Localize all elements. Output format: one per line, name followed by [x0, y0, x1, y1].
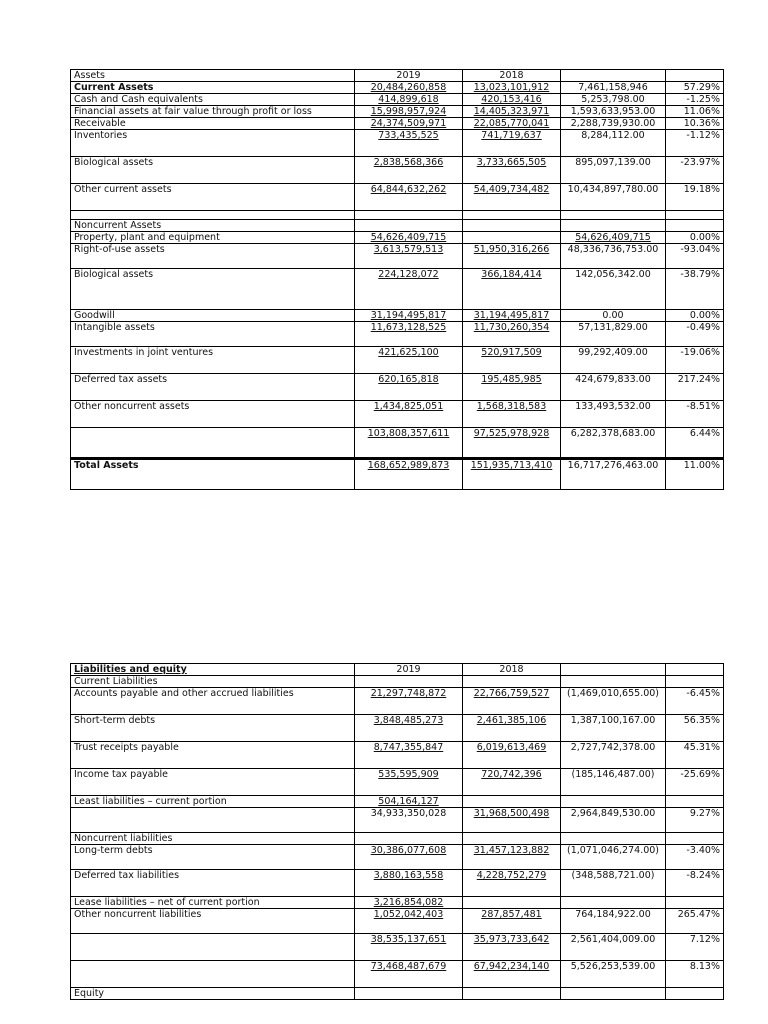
- row-label: Current Assets: [71, 82, 355, 94]
- value-diff: 10,434,897,780.00: [561, 184, 666, 211]
- total-liabilities-2019: 73,468,487,679: [370, 961, 447, 972]
- table-row: [71, 347, 724, 374]
- row-label: Short-term debts: [71, 715, 355, 742]
- value-pct: -3.40%: [666, 845, 724, 870]
- value-diff: 142,056,342.00: [561, 269, 666, 310]
- value-2018: 1,568,318,583: [476, 401, 547, 412]
- row-label: Deferred tax liabilities: [71, 870, 355, 897]
- table-row: [71, 870, 724, 897]
- row-label: Deferred tax assets: [71, 374, 355, 401]
- value-diff: 7,461,158,946: [561, 82, 666, 94]
- value-pct: 19.18%: [666, 184, 724, 211]
- noncurrent-liab-total-pct: 7.12%: [666, 934, 724, 961]
- subtotal-row: [71, 428, 724, 459]
- total-row: [71, 961, 724, 988]
- value-diff: (185,146,487.00): [561, 769, 666, 796]
- noncurrent-total-pct: 6.44%: [666, 428, 724, 459]
- value-pct: [666, 796, 724, 808]
- section-header-row: [71, 988, 724, 1000]
- value-diff: 54,626,409,715: [575, 232, 651, 243]
- section-header-row: [71, 676, 724, 688]
- year-2019-header: 2019: [355, 664, 463, 676]
- value-pct: 0.00%: [666, 310, 724, 322]
- table-row: [71, 106, 724, 118]
- table-row: [71, 845, 724, 870]
- value-diff: 48,336,736,753.00: [561, 244, 666, 269]
- value-2019: 3,216,854,082: [373, 897, 444, 908]
- noncurrent-liab-total-diff: 2,561,404,009.00: [561, 934, 666, 961]
- table-row: [71, 322, 724, 347]
- current-liabilities-heading: Current Liabilities: [71, 676, 355, 688]
- table-row: [71, 374, 724, 401]
- value-2019: 8,747,355,847: [373, 742, 444, 753]
- value-2019: 15,998,957,924: [370, 106, 447, 117]
- value-pct: 56.35%: [666, 715, 724, 742]
- value-pct: -8.24%: [666, 870, 724, 897]
- value-diff: 133,493,532.00: [561, 401, 666, 428]
- table-row: [71, 118, 724, 130]
- value-2018: 195,485,985: [481, 374, 542, 385]
- total-assets-2018: 151,935,713,410: [470, 460, 553, 471]
- value-pct: 265.47%: [666, 909, 724, 934]
- noncurrent-total-2019: 103,808,357,611: [367, 428, 450, 439]
- year-2019-header: 2019: [355, 70, 463, 82]
- value-pct: -19.06%: [666, 347, 724, 374]
- value-2018: 520,917,509: [481, 347, 542, 358]
- section-header-row: [71, 833, 724, 845]
- value-2019: 31,194,495,817: [370, 310, 447, 321]
- value-diff: 2,727,742,378.00: [561, 742, 666, 769]
- value-2018: 741,719,637: [481, 130, 542, 141]
- value-diff: 8,284,112.00: [561, 130, 666, 157]
- value-2018: 22,766,759,527: [473, 688, 550, 699]
- value-pct: 10.36%: [666, 118, 724, 130]
- value-diff: 57,131,829.00: [561, 322, 666, 347]
- row-label: Inventories: [71, 130, 355, 157]
- value-2018: 54,409,734,482: [473, 184, 550, 195]
- value-2018: 31,194,495,817: [473, 310, 550, 321]
- row-label: Investments in joint ventures: [71, 347, 355, 374]
- table-row: [71, 769, 724, 796]
- row-label: Other current assets: [71, 184, 355, 211]
- table-row: [71, 401, 724, 428]
- table-row: [71, 184, 724, 211]
- value-diff: (348,588,721.00): [561, 870, 666, 897]
- value-2019: 1,052,042,403: [373, 909, 444, 920]
- value-diff: 424,679,833.00: [561, 374, 666, 401]
- row-label: Lease liabilities – net of current portion: [71, 897, 355, 909]
- table-row: [71, 909, 724, 934]
- liabilities-heading: Liabilities and equity: [74, 664, 187, 675]
- value-2019: 2,838,568,366: [373, 157, 444, 168]
- value-diff: 0.00: [561, 310, 666, 322]
- row-label: Intangible assets: [71, 322, 355, 347]
- value-2018: 2,461,385,106: [476, 715, 547, 726]
- value-2019: 414,899,618: [378, 94, 439, 105]
- table-row: [71, 897, 724, 909]
- assets-heading: Assets: [71, 70, 355, 82]
- value-2019: 64,844,632,262: [370, 184, 447, 195]
- section-header-row: [71, 220, 724, 232]
- table-row: [71, 742, 724, 769]
- total-liabilities-pct: 8.13%: [666, 961, 724, 988]
- row-label: Right-of-use assets: [71, 244, 355, 269]
- row-label: Long-term debts: [71, 845, 355, 870]
- total-liabilities-2018: 67,942,234,140: [473, 961, 550, 972]
- subtotal-row: [71, 934, 724, 961]
- value-2019: 421,625,100: [378, 347, 439, 358]
- value-pct: -1.25%: [666, 94, 724, 106]
- value-2019: 30,386,077,608: [370, 845, 447, 856]
- year-2018-header: 2018: [463, 664, 561, 676]
- value-2019: 20,484,260,858: [370, 82, 447, 93]
- value-2019: 3,880,163,558: [373, 870, 444, 881]
- row-label: Receivable: [71, 118, 355, 130]
- value-pct: -23.97%: [666, 157, 724, 184]
- value-2018: 6,019,613,469: [476, 742, 547, 753]
- value-pct: -6.45%: [666, 688, 724, 715]
- value-2019: 535,595,909: [378, 769, 439, 780]
- value-pct: -38.79%: [666, 269, 724, 310]
- value-2019: 620,165,818: [378, 374, 439, 385]
- total-assets-diff: 16,717,276,463.00: [561, 459, 666, 490]
- value-diff: 764,184,922.00: [561, 909, 666, 934]
- noncurrent-assets-heading: Noncurrent Assets: [71, 220, 355, 232]
- row-label: Property, plant and equipment: [71, 232, 355, 244]
- value-diff: 2,288,739,930.00: [561, 118, 666, 130]
- current-total-2019: 34,933,350,028: [355, 808, 463, 833]
- table-row: [71, 82, 724, 94]
- row-label: Other noncurrent liabilities: [71, 909, 355, 934]
- value-pct: 217.24%: [666, 374, 724, 401]
- value-2019: 3,613,579,513: [373, 244, 444, 255]
- value-diff: (1,071,046,274.00): [561, 845, 666, 870]
- noncurrent-total-diff: 6,282,378,683.00: [561, 428, 666, 459]
- table-row: [71, 94, 724, 106]
- value-2019: 1,434,825,051: [373, 401, 444, 412]
- value-pct: -25.69%: [666, 769, 724, 796]
- total-liabilities-diff: 5,526,253,539.00: [561, 961, 666, 988]
- assets-table: [70, 69, 724, 490]
- value-pct: 0.00%: [666, 232, 724, 244]
- value-2018: 4,228,752,279: [476, 870, 547, 881]
- value-2019: 11,673,128,525: [370, 322, 447, 333]
- noncurrent-total-2018: 97,525,978,928: [473, 428, 550, 439]
- spacer-row: [71, 211, 724, 220]
- value-diff: 99,292,409.00: [561, 347, 666, 374]
- value-2019: 21,297,748,872: [370, 688, 447, 699]
- value-2018: 11,730,260,354: [473, 322, 550, 333]
- row-label: Accounts payable and other accrued liabilities: [71, 688, 355, 715]
- year-2018-header: 2018: [463, 70, 561, 82]
- value-diff: 1,387,100,167.00: [561, 715, 666, 742]
- value-2019: 54,626,409,715: [370, 232, 447, 243]
- table-row: [71, 157, 724, 184]
- noncurrent-liabilities-heading: Noncurrent liabilities: [71, 833, 355, 845]
- value-2018: 720,742,396: [481, 769, 542, 780]
- value-2018: 287,857,481: [481, 909, 542, 920]
- row-label: Biological assets: [71, 157, 355, 184]
- value-2018: 420,153,416: [481, 94, 542, 105]
- value-2019: 3,848,485,273: [373, 715, 444, 726]
- value-2019: 733,435,525: [378, 130, 439, 141]
- value-pct: 45.31%: [666, 742, 724, 769]
- total-assets-pct: 11.00%: [666, 459, 724, 490]
- value-diff: 5,253,798.00: [561, 94, 666, 106]
- noncurrent-liab-total-2019: 38,535,137,651: [370, 934, 447, 945]
- table-row: [71, 244, 724, 269]
- total-assets-2019: 168,652,989,873: [367, 460, 450, 471]
- subtotal-row: [71, 808, 724, 833]
- value-2019: 24,374,509,971: [370, 118, 447, 129]
- value-2019: 224,128,072: [378, 269, 439, 280]
- table-row: [71, 715, 724, 742]
- value-2018: 31,457,123,882: [473, 845, 550, 856]
- total-assets-label: Total Assets: [71, 459, 355, 490]
- value-pct: -93.04%: [666, 244, 724, 269]
- value-pct: -8.51%: [666, 401, 724, 428]
- table-row: [71, 269, 724, 310]
- table-row: [71, 232, 724, 244]
- value-diff: [561, 796, 666, 808]
- value-2018: 51,950,316,266: [473, 244, 550, 255]
- value-diff: 895,097,139.00: [561, 157, 666, 184]
- table-row: [71, 130, 724, 157]
- equity-heading: Equity: [71, 988, 355, 1000]
- table-row: [71, 310, 724, 322]
- value-diff: 1,593,633,953.00: [561, 106, 666, 118]
- value-2018: 14,405,323,971: [473, 106, 550, 117]
- value-2018: 3,733,665,505: [476, 157, 547, 168]
- value-2018: 13,023,101,912: [473, 82, 550, 93]
- current-total-2018: 31,968,500,498: [473, 808, 550, 819]
- current-total-diff: 2,964,849,530.00: [561, 808, 666, 833]
- value-diff: (1,469,010,655.00): [561, 688, 666, 715]
- value-pct: -0.49%: [666, 322, 724, 347]
- assets-header-row: [71, 70, 724, 82]
- value-pct: 57.29%: [666, 82, 724, 94]
- value-2018: 366,184,414: [481, 269, 542, 280]
- liabilities-header-row: [71, 664, 724, 676]
- row-label: Goodwill: [71, 310, 355, 322]
- row-label: Biological assets: [71, 269, 355, 310]
- row-label: Least liabilities – current portion: [71, 796, 355, 808]
- row-label: Other noncurrent assets: [71, 401, 355, 428]
- row-label: Cash and Cash equivalents: [71, 94, 355, 106]
- value-pct: [666, 897, 724, 909]
- current-total-pct: 9.27%: [666, 808, 724, 833]
- liabilities-table: [70, 663, 724, 1000]
- value-pct: -1.12%: [666, 130, 724, 157]
- table-row: [71, 688, 724, 715]
- value-2018: 22,085,770,041: [473, 118, 550, 129]
- value-2019: 504,164,127: [378, 796, 439, 807]
- row-label: Trust receipts payable: [71, 742, 355, 769]
- noncurrent-liab-total-2018: 35,973,733,642: [473, 934, 550, 945]
- row-label: Financial assets at fair value through profit or loss: [71, 106, 355, 118]
- total-row: [71, 459, 724, 490]
- table-row: [71, 796, 724, 808]
- row-label: Income tax payable: [71, 769, 355, 796]
- value-diff: [561, 897, 666, 909]
- value-pct: 11.06%: [666, 106, 724, 118]
